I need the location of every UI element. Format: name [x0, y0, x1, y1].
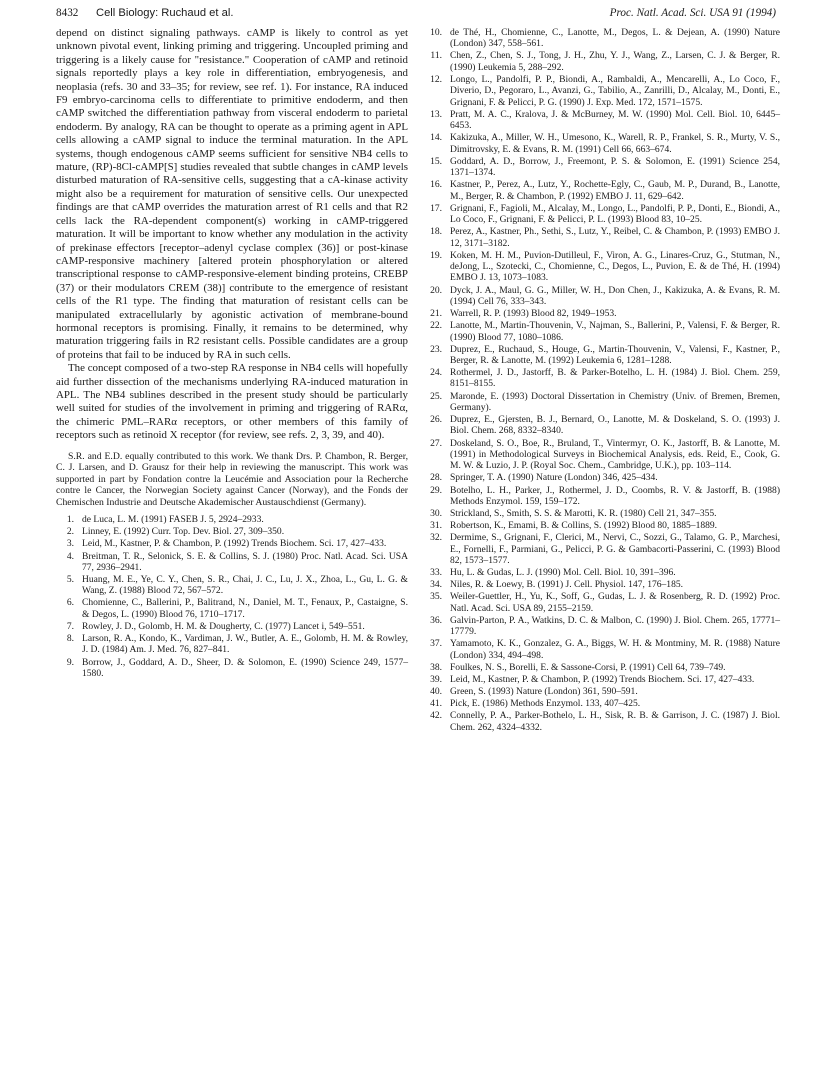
reference-item: [424, 367, 780, 390]
reference-number: 25.: [430, 390, 442, 402]
reference-item: [424, 579, 780, 590]
reference-list: [56, 514, 408, 679]
reference-list: [424, 27, 780, 733]
reference-text: de Thé, H., Chomienne, C., Lanotte, M., Degos, L. & Dejean, A. (1990) Nature (London) 347, 558–561.: [450, 27, 780, 50]
left-column: [56, 27, 408, 680]
reference-item: [56, 574, 408, 597]
page-number: 8432: [56, 7, 79, 19]
reference-item: [424, 285, 780, 308]
reference-text: Linney, E. (1992) Curr. Top. Dev. Biol. 27, 309–350.: [82, 526, 285, 538]
reference-text: Niles, R. & Loewy, B. (1991) J. Cell. Physiol. 147, 176–185.: [450, 579, 684, 591]
reference-text: Hu, L. & Gudas, L. J. (1990) Mol. Cell. Biol. 10, 391–396.: [450, 567, 676, 579]
reference-number: 11.: [430, 50, 442, 62]
reference-text: Rothermel, J. D., Jastorff, B. & Parker-Botelho, L. H. (1984) J. Biol. Chem. 259, 8151–8155.: [450, 367, 780, 390]
reference-text: Green, S. (1993) Nature (London) 361, 590–591.: [450, 686, 638, 698]
reference-item: [56, 526, 408, 537]
reference-number: 9.: [66, 656, 74, 668]
reference-number: 24.: [430, 367, 442, 379]
reference-text: Dyck, J. A., Maul, G. G., Miller, W. H., Don Chen, J., Kakizuka, A. & Evans, R. M. (1994) Cell 76, 333–343.: [450, 284, 780, 307]
reference-number: 38.: [430, 661, 442, 673]
reference-number: 22.: [430, 320, 442, 332]
reference-text: Dermime, S., Grignani, F., Clerici, M., Nervi, C., Sozzi, G., Talamo, G. P., Marchesi, E., Fornelli, F., Parmiani, G., Pelicci, P. G. & Gambacorti-Passerini, C. (1993) Blood 82, 1573–1577.: [450, 532, 780, 566]
reference-item: [424, 638, 780, 661]
reference-number: 15.: [430, 155, 442, 167]
reference-text: Chomienne, C., Ballerini, P., Balitrand, N., Daniel, M. T., Fenaux, P., Castaigne, S. & Degos, L. (1990) Blood 76, 1710–1717.: [82, 597, 408, 620]
reference-number: 18.: [430, 226, 442, 238]
reference-item: [424, 344, 780, 367]
reference-item: [424, 662, 780, 673]
reference-item: [424, 520, 780, 531]
reference-item: [424, 485, 780, 508]
reference-text: Chen, Z., Chen, S. J., Tong, J. H., Zhu, Y. J., Wang, Z., Larsen, C. J. & Berger, R. (1990) Leukemia 5, 288–292.: [450, 50, 780, 73]
reference-text: Grignani, F., Fagioli, M., Alcalay, M., Longo, L., Pandolfi, P. P., Donti, E., Biondi, A., Lo Coco, F., Grignani, F. & Pelicci, P. L. (1993) Blood 83, 10–25.: [450, 202, 780, 226]
reference-number: 42.: [430, 710, 442, 722]
reference-text: Connelly, P. A., Parker-Bothelo, L. H., Sisk, R. B. & Garrison, J. C. (1987) J. Biol. Chem. 262, 4324–4332.: [450, 710, 780, 733]
reference-text: Springer, T. A. (1990) Nature (London) 346, 425–434.: [450, 472, 658, 484]
reference-text: Robertson, K., Emami, B. & Collins, S. (1992) Blood 80, 1885–1889.: [450, 520, 718, 532]
reference-number: 23.: [430, 343, 442, 355]
journal-citation: Proc. Natl. Acad. Sci. USA 91 (1994): [609, 7, 776, 19]
reference-item: [424, 250, 780, 284]
reference-text: Botelho, L. H., Parker, J., Rothermel, J. D., Coombs, R. V. & Jastorff, B. (1988) Methods Enzymol. 159, 159–172.: [450, 484, 780, 507]
reference-item: [424, 567, 780, 578]
reference-number: 31.: [430, 520, 442, 532]
reference-number: 6.: [66, 597, 74, 609]
reference-text: Yamamoto, K. K., Gonzalez, G. A., Biggs, W. H. & Montminy, M. R. (1988) Nature (London) 334, 494–498.: [450, 638, 780, 661]
reference-item: [56, 514, 408, 525]
reference-item: [56, 621, 408, 632]
reference-text: Pick, E. (1986) Methods Enzymol. 133, 407–425.: [450, 698, 641, 710]
reference-number: 13.: [430, 108, 442, 120]
reference-item: [424, 320, 780, 343]
reference-item: [424, 50, 780, 73]
reference-text: Doskeland, S. O., Boe, R., Bruland, T., Vintermyr, O. K., Jastorff, B. & Lanotte, M. (1991) in Methodological Surveys in Biochemical Analysis, eds. Reid, E., Cook, G. M. W. & Luzio, J. P. (Royal Soc. Chem., Cambridge, U.K.), pp. 103–114.: [450, 437, 780, 472]
reference-number: 37.: [430, 638, 442, 650]
reference-item: [424, 132, 780, 155]
reference-text: Foulkes, N. S., Borelli, E. & Sassone-Corsi, P. (1991) Cell 64, 739–749.: [450, 661, 726, 673]
reference-number: 40.: [430, 686, 442, 698]
reference-number: 3.: [66, 538, 74, 550]
reference-item: [424, 203, 780, 226]
reference-number: 16.: [430, 179, 442, 191]
reference-text: Kastner, P., Perez, A., Lutz, Y., Rochette-Egly, C., Gaub, M. P., Durand, B., Lanotte, M., Berger, R. & Chambon, P. (1992) EMBO J. 11, 629–642.: [450, 179, 780, 202]
reference-text: Goddard, A. D., Borrow, J., Freemont, P. S. & Solomon, E. (1991) Science 254, 1371–1374.: [450, 155, 780, 179]
reference-item: [424, 698, 780, 709]
reference-text: Kakizuka, A., Miller, W. H., Umesono, K., Warell, R. P., Frankel, S. R., Murty, V. S., Dimitrovsky, E. & Evans, R. M. (1991) Cell 66, 663–674.: [450, 132, 780, 155]
reference-text: Longo, L., Pandolfi, P. P., Biondi, A., Rambaldi, A., Mencarelli, A., Lo Coco, F., Diverio, D., Pegoraro, L., Avanzi, G., Tabilio, A., Zanrilli, D., Alcalay, M., Donti, E., Grignani, F. & Pelicci, P. G. (1990) J. Exp. Med. 172, 1571–1575.: [450, 73, 780, 108]
reference-number: 1.: [66, 514, 74, 526]
reference-number: 27.: [430, 437, 442, 449]
reference-item: [56, 597, 408, 620]
reference-number: 2.: [66, 526, 74, 538]
reference-number: 41.: [430, 698, 442, 710]
reference-text: Huang, M. E., Ye, C. Y., Chen, S. R., Chai, J. C., Lu, J. X., Zhoa, L., Gu, L. G. & Wang, Z. (1988) Blood 72, 567–572.: [82, 574, 408, 597]
page-header: [56, 4, 776, 22]
reference-number: 12.: [430, 73, 442, 85]
reference-text: Leid, M., Kastner, P. & Chambon, P. (1992) Trends Biochem. Sci. 17, 427–433.: [82, 538, 387, 550]
reference-item: [424, 27, 780, 50]
reference-item: [56, 657, 408, 680]
reference-number: 21.: [430, 308, 442, 320]
reference-number: 35.: [430, 591, 442, 603]
running-title: Cell Biology: Ruchaud et al.: [96, 7, 234, 19]
reference-text: Pratt, M. A. C., Kralova, J. & McBurney, M. W. (1990) Mol. Cell. Biol. 10, 6445–6453.: [450, 108, 780, 132]
reference-item: [56, 551, 408, 574]
reference-number: 10.: [430, 27, 442, 38]
reference-number: 32.: [430, 532, 442, 544]
acknowledgment: S.R. and E.D. equally contributed to this work. We thank Drs. P. Chambon, R. Berger, C. J. Larsen, and D. Grausz for their help in reviewing the manuscript. This work was supported in part by Fondation contre la Leucémie and Association pour la Recherche contre le Cancer, the Norwegian Society against Cancer (Norway), and the Fonds der Chemischen Industrie and Deutsche Akademischer Austauschdienst (Germany).: [56, 450, 408, 508]
reference-text: Duprez, E., Ruchaud, S., Houge, G., Martin-Thouvenin, V., Valensi, F., Kastner, P., Berger, R. & Lanotte, M. (1992) Leukemia 6, 1281–1288.: [450, 343, 780, 366]
reference-text: Breitman, T. R., Selonick, S. E. & Collins, S. J. (1980) Proc. Natl. Acad. Sci. USA 77, 2936–2941.: [82, 550, 408, 573]
reference-text: Galvin-Parton, P. A., Watkins, D. C. & Malbon, C. (1990) J. Biol. Chem. 265, 17771–17779.: [450, 614, 780, 638]
reference-text: Perez, A., Kastner, Ph., Sethi, S., Lutz, Y., Reibel, C. & Chambon, P. (1993) EMBO J. 12, 3171–3182.: [450, 226, 780, 249]
reference-item: [424, 615, 780, 638]
reference-text: Strickland, S., Smith, S. S. & Marotti, K. R. (1980) Cell 21, 347–355.: [450, 508, 717, 520]
discussion-paragraph: The concept composed of a two-step RA response in NB4 cells will hopefully aid further dissection of the mechanisms underlying RA-induced maturation in APL. The NB4 sublines described in the present study should be particularly well suited for studies of the involvement in priming and triggering of RARα, the chimeric PML–RARα receptors, or other members of this family of receptors such as retinoid X receptor (for review, see refs. 2, 3, 39, and 40).: [56, 362, 408, 442]
reference-item: [424, 508, 780, 519]
reference-text: Rowley, J. D., Golomb, H. M. & Dougherty, C. (1977) Lancet i, 549–551.: [82, 620, 365, 632]
reference-text: Koken, M. H. M., Puvion-Dutilleul, F., Viron, A. G., Linares-Cruz, G., Stutman, N., deJong, L., Szotecki, C., Chomienne, C., Degos, L., Puvion, E. & de Thé, H. (1994) EMBO J. 13, 1073–1083.: [450, 249, 780, 284]
reference-text: Larson, R. A., Kondo, K., Vardiman, J. W., Butler, A. E., Golomb, H. M. & Rowley, J. D. (1984) Am. J. Med. 76, 827–841.: [82, 633, 408, 656]
reference-item: [424, 391, 780, 414]
reference-number: 5.: [66, 574, 74, 585]
reference-text: Maronde, E. (1993) Doctoral Dissertation in Chemistry (Univ. of Bremen, Bremen, Germany).: [450, 390, 780, 413]
reference-text: Lanotte, M., Martin-Thouvenin, V., Najman, S., Ballerini, P., Valensi, F. & Berger, R. (1990) Blood 77, 1080–1086.: [450, 320, 780, 343]
reference-number: 29.: [430, 484, 442, 496]
reference-number: 28.: [430, 472, 442, 484]
reference-number: 26.: [430, 414, 442, 426]
reference-item: [424, 591, 780, 614]
reference-number: 36.: [430, 614, 442, 626]
reference-item: [424, 710, 780, 733]
reference-item: [56, 633, 408, 656]
reference-number: 34.: [430, 579, 442, 591]
reference-item: [424, 179, 780, 202]
reference-item: [424, 156, 780, 179]
reference-item: [424, 686, 780, 697]
reference-number: 14.: [430, 132, 442, 144]
reference-number: 4.: [66, 550, 74, 562]
reference-item: [424, 109, 780, 132]
reference-item: [424, 414, 780, 437]
discussion-paragraph: depend on distinct signaling pathways. cAMP is likely to control as yet unknown pivotal event, linking priming and triggering. Uncoupled priming and triggering is a likely cause for "resistance." Cooperation of cAMP and retinoid signals reportedly plays a key role in differentiation, embryogenesis, and neoplasia (refs. 30 and 33–35; for review, see ref. 1). For instance, RA induced F9 embryo-carcinoma cells to differentiate to primitive endoderm, and then cAMP switched the differentiation pathway from visceral endoderm to parietal endoderm. By analogy, RA can be thought to operate as a priming agent in APL cells allowing a cAMP signal to induce the terminal maturation. In the APL systems, though endogenous cAMP seems sufficient for sensitive NB4 cells to mature, (RP)-8Cl-cAMP[S] studies revealed that subtle changes in cAMP levels disturbed maturation of RA-sensitive cells, suggesting that a cA-kinase activity might also be a requirement for maturation of sensitive cells. Our unexpected findings are that cAMP overrides the maturation arrest of R1 cells and that R2 cells lack the RA-dependent component(s) working in cAMP-triggered maturation. It will be important to know whether any modulation in the activity of prekinase effectors [receptor–adenyl cyclase complex (36)] or post-kinase cAMP-responsive machinery [altered protein phosphorylation or altered transcriptional response to cAMP-responsive-element binding proteins, CREBP (37) or their modulators CREM (38)] contribute to the emergence of resistant cells of the R1 type. The finding that maturation of resistant cells can be manipulated extracellularly by agonistic activation of membrane-bound hormonal receptors is promising. Finally, it remains to be determined, why maturation triggering fails in R2 resistant cells. Possible candidates are a group of proteins that fail to be induced by RA in such cells.: [56, 27, 408, 361]
reference-item: [424, 532, 780, 566]
reference-number: 8.: [66, 633, 74, 645]
reference-number: 7.: [66, 620, 74, 632]
reference-number: 30.: [430, 508, 442, 520]
reference-item: [424, 308, 780, 319]
reference-text: de Luca, L. M. (1991) FASEB J. 5, 2924–2933.: [82, 514, 264, 526]
reference-number: 19.: [430, 249, 442, 261]
reference-text: Weiler-Guettler, H., Yu, K., Soff, G., Gudas, L. J. & Rosenberg, R. D. (1992) Proc. Natl. Acad. Sci. USA 89, 2155–2159.: [450, 591, 780, 614]
reference-item: [424, 438, 780, 472]
reference-number: 17.: [430, 202, 442, 214]
reference-number: 39.: [430, 674, 442, 686]
reference-number: 33.: [430, 567, 442, 579]
right-column: [424, 27, 780, 734]
reference-number: 20.: [430, 284, 442, 296]
reference-text: Warrell, R. P. (1993) Blood 82, 1949–1953.: [450, 308, 617, 320]
reference-item: [424, 226, 780, 249]
reference-text: Borrow, J., Goddard, A. D., Sheer, D. & Solomon, E. (1990) Science 249, 1577–1580.: [82, 656, 408, 679]
reference-item: [56, 538, 408, 549]
reference-text: Leid, M., Kastner, P. & Chambon, P. (1992) Trends Biochem. Sci. 17, 427–433.: [450, 674, 755, 686]
reference-item: [424, 472, 780, 483]
reference-item: [424, 74, 780, 108]
reference-item: [424, 674, 780, 685]
reference-text: Duprez, E., Gjersten, B. J., Bernard, O., Lanotte, M. & Doskeland, S. O. (1993) J. Biol. Chem. 268, 8332–8340.: [450, 414, 780, 437]
